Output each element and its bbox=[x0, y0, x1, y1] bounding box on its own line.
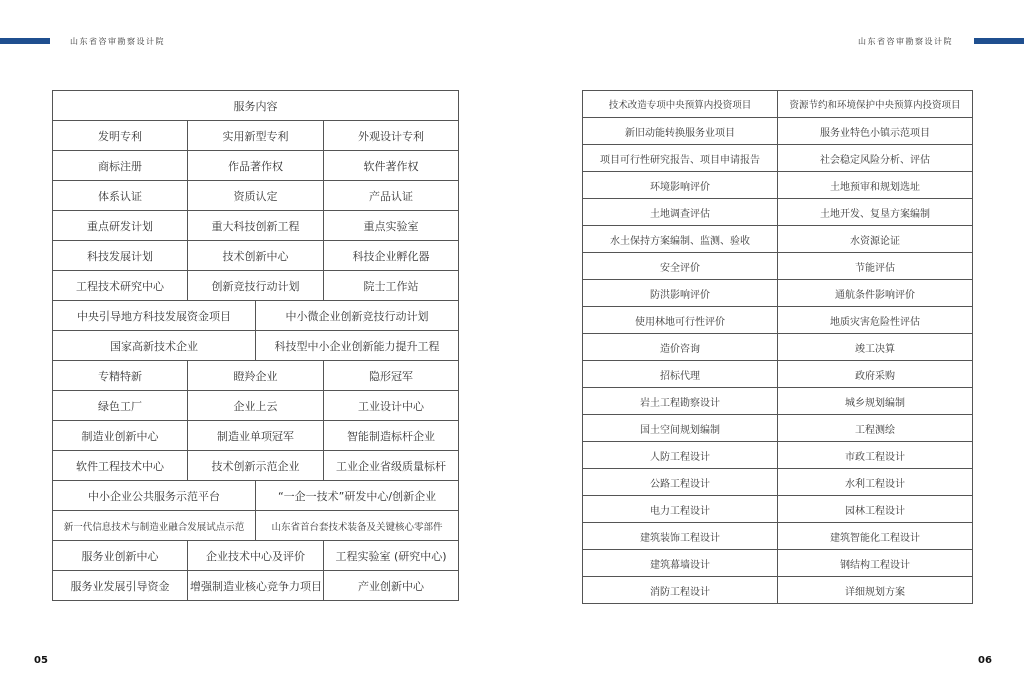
table-cell: 社会稳定风险分析、评估 bbox=[778, 145, 973, 172]
table-row bbox=[583, 496, 973, 523]
table-row bbox=[583, 199, 973, 226]
table-row bbox=[53, 511, 459, 541]
table-cell: 招标代理 bbox=[583, 361, 778, 388]
table-cell: 工业企业省级质量标杆 bbox=[324, 451, 459, 481]
table-row bbox=[53, 181, 459, 211]
table-cell: 城乡规划编制 bbox=[778, 388, 973, 415]
table-cell: 体系认证 bbox=[53, 181, 188, 211]
table-cell: 创新竞技行动计划 bbox=[188, 271, 324, 301]
table-cell: 服务业发展引导资金 bbox=[53, 571, 188, 601]
table-cell: 外观设计专利 bbox=[324, 121, 459, 151]
table-cell: 制造业单项冠军 bbox=[188, 421, 324, 451]
table-title: 服务内容 bbox=[53, 91, 459, 121]
table-split-row bbox=[53, 301, 459, 331]
table-cell: 专精特新 bbox=[53, 361, 188, 391]
table-row bbox=[53, 301, 459, 331]
table-cell: 技术创新示范企业 bbox=[188, 451, 324, 481]
table-cell: 详细规划方案 bbox=[778, 577, 973, 604]
table-cell: 岩土工程勘察设计 bbox=[583, 388, 778, 415]
table-cell: 使用林地可行性评价 bbox=[583, 307, 778, 334]
table-row bbox=[53, 361, 459, 391]
service-table-left bbox=[52, 90, 459, 601]
table-row bbox=[53, 571, 459, 601]
table-cell: 科技型中小企业创新能力提升工程 bbox=[274, 339, 440, 353]
table-row bbox=[583, 523, 973, 550]
table-cell: 安全评价 bbox=[583, 253, 778, 280]
table-cell: 制造业创新中心 bbox=[53, 421, 188, 451]
table-split-row bbox=[53, 481, 459, 511]
table-cell: 作品著作权 bbox=[188, 151, 324, 181]
table-cell: 土地调查评估 bbox=[583, 199, 778, 226]
table-cell: 服务业创新中心 bbox=[53, 541, 188, 571]
table-cell: 技术创新中心 bbox=[188, 241, 324, 271]
table-row bbox=[583, 91, 973, 118]
table-cell: 政府采购 bbox=[778, 361, 973, 388]
table-row bbox=[53, 151, 459, 181]
table-cell: 钢结构工程设计 bbox=[778, 550, 973, 577]
table-row bbox=[53, 391, 459, 421]
table-cell: 项目可行性研究报告、项目申请报告 bbox=[583, 145, 778, 172]
table-row bbox=[583, 388, 973, 415]
table-cell: 环境影响评价 bbox=[583, 172, 778, 199]
page-number-left: 05 bbox=[34, 655, 48, 666]
table-cell: 软件工程技术中心 bbox=[53, 451, 188, 481]
table-row bbox=[583, 334, 973, 361]
table-row bbox=[583, 226, 973, 253]
header-bar-right bbox=[974, 38, 1024, 44]
table-cell: 院士工作站 bbox=[324, 271, 459, 301]
table-cell: 国家高新技术企业 bbox=[53, 331, 256, 360]
table-row bbox=[53, 451, 459, 481]
table-cell: 技术改造专项中央预算内投资项目 bbox=[583, 91, 778, 118]
table-row bbox=[583, 442, 973, 469]
table-row bbox=[583, 469, 973, 496]
header-org-right: 山东省咨审勘察设计院 bbox=[858, 37, 953, 46]
table-row bbox=[53, 121, 459, 151]
table-cell: 防洪影响评价 bbox=[583, 280, 778, 307]
table-row bbox=[583, 361, 973, 388]
table-cell: 公路工程设计 bbox=[583, 469, 778, 496]
table-split-row bbox=[53, 331, 459, 361]
table-cell: 中小企业公共服务示范平台 bbox=[53, 481, 256, 510]
table-cell: 资质认定 bbox=[188, 181, 324, 211]
table-row bbox=[53, 421, 459, 451]
table-cell: 地质灾害危险性评估 bbox=[778, 307, 973, 334]
table-cell: 新一代信息技术与制造业融合发展试点示范 bbox=[53, 511, 256, 540]
table-row bbox=[583, 145, 973, 172]
table-row bbox=[53, 331, 459, 361]
table-cell: 竣工决算 bbox=[778, 334, 973, 361]
table-cell: 中央引导地方科技发展资金项目 bbox=[53, 301, 256, 330]
table-cell: 服务业特色小镇示范项目 bbox=[778, 118, 973, 145]
table-row bbox=[53, 541, 459, 571]
table-cell: 通航条件影响评价 bbox=[778, 280, 973, 307]
table-row bbox=[583, 118, 973, 145]
table-cell: 企业技术中心及评价 bbox=[188, 541, 324, 571]
table-split-row bbox=[53, 511, 459, 541]
table-row bbox=[53, 481, 459, 511]
table-row bbox=[583, 172, 973, 199]
table-cell: 水利工程设计 bbox=[778, 469, 973, 496]
table-cell: 企业上云 bbox=[188, 391, 324, 421]
table-row bbox=[53, 241, 459, 271]
table-cell: 水资源论证 bbox=[778, 226, 973, 253]
table-cell: 中小微企业创新竞技行动计划 bbox=[285, 309, 429, 323]
table-cell: 山东省首台套技术装备及关键核心零部件 bbox=[271, 521, 443, 533]
table-cell: 重点研发计划 bbox=[53, 211, 188, 241]
table-cell: 工程实验室 (研究中心) bbox=[324, 541, 459, 571]
table-row bbox=[583, 280, 973, 307]
table-cell: 建筑幕墙设计 bbox=[583, 550, 778, 577]
service-table-right bbox=[582, 90, 973, 604]
table-row bbox=[53, 211, 459, 241]
table-cell: 产品认证 bbox=[324, 181, 459, 211]
table-cell: 电力工程设计 bbox=[583, 496, 778, 523]
table-cell: 软件著作权 bbox=[324, 151, 459, 181]
table-cell: 园林工程设计 bbox=[778, 496, 973, 523]
table-cell: 工程技术研究中心 bbox=[53, 271, 188, 301]
table-row bbox=[583, 415, 973, 442]
table-cell: 实用新型专利 bbox=[188, 121, 324, 151]
table-cell: 隐形冠军 bbox=[324, 361, 459, 391]
table-cell: 资源节约和环境保护中央预算内投资项目 bbox=[778, 91, 973, 118]
table-row bbox=[53, 271, 459, 301]
table-cell: 重大科技创新工程 bbox=[188, 211, 324, 241]
table-cell: 增强制造业核心竞争力项目 bbox=[188, 571, 324, 601]
table-row bbox=[583, 577, 973, 604]
table-cell: 智能制造标杆企业 bbox=[324, 421, 459, 451]
table-cell: 发明专利 bbox=[53, 121, 188, 151]
table-cell: 工业设计中心 bbox=[324, 391, 459, 421]
table-row bbox=[583, 253, 973, 280]
table-cell: 科技企业孵化器 bbox=[324, 241, 459, 271]
header-bar-left bbox=[0, 38, 50, 44]
table-cell: 工程测绘 bbox=[778, 415, 973, 442]
table-cell: 节能评估 bbox=[778, 253, 973, 280]
table-cell: 建筑智能化工程设计 bbox=[778, 523, 973, 550]
table-cell: 消防工程设计 bbox=[583, 577, 778, 604]
table-cell: 商标注册 bbox=[53, 151, 188, 181]
table-cell: 造价咨询 bbox=[583, 334, 778, 361]
table-cell: 国土空间规划编制 bbox=[583, 415, 778, 442]
table-cell: 人防工程设计 bbox=[583, 442, 778, 469]
table-cell: 科技发展计划 bbox=[53, 241, 188, 271]
table-cell: 土地开发、复垦方案编制 bbox=[778, 199, 973, 226]
table-cell: “一企一技术”研发中心/创新企业 bbox=[277, 489, 437, 503]
table-cell: 瞪羚企业 bbox=[188, 361, 324, 391]
table-cell: 水土保持方案编制、监测、验收 bbox=[583, 226, 778, 253]
table-cell: 土地预审和规划选址 bbox=[778, 172, 973, 199]
table-cell: 绿色工厂 bbox=[53, 391, 188, 421]
table-cell: 重点实验室 bbox=[324, 211, 459, 241]
table-row bbox=[53, 91, 459, 121]
table-row bbox=[583, 307, 973, 334]
table-cell: 产业创新中心 bbox=[324, 571, 459, 601]
table-cell: 新旧动能转换服务业项目 bbox=[583, 118, 778, 145]
table-cell: 市政工程设计 bbox=[778, 442, 973, 469]
page-number-right: 06 bbox=[978, 655, 992, 666]
table-row bbox=[583, 550, 973, 577]
table-cell: 建筑装饰工程设计 bbox=[583, 523, 778, 550]
header-org-left: 山东省咨审勘察设计院 bbox=[70, 37, 165, 46]
